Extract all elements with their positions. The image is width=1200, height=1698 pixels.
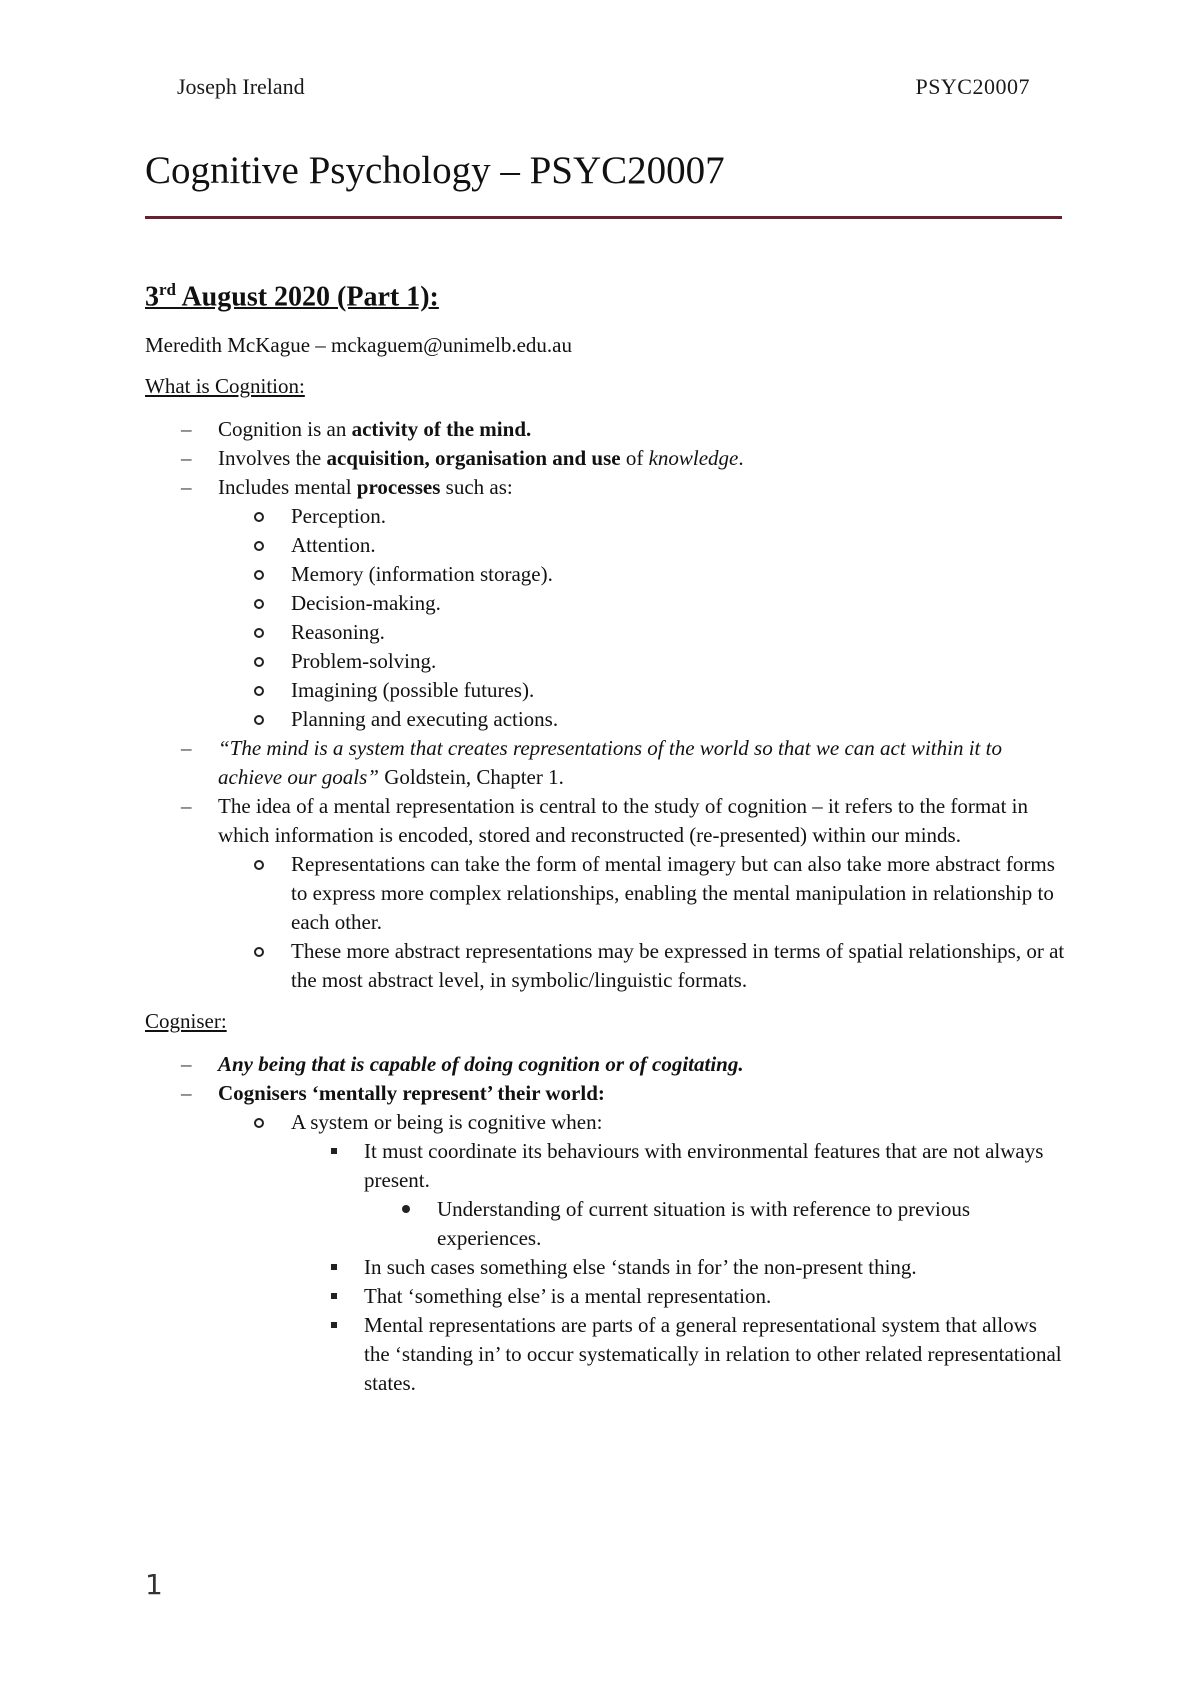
hollow-bullet-icon (254, 1118, 264, 1128)
text: of (620, 446, 649, 471)
date-suffix: rd (159, 280, 176, 299)
list-item (145, 444, 1065, 473)
text: The idea of a mental representation is central to the study of cognition – it refers to the format in which information is encoded, stored and reconstructed (re-presented) within our minds. (218, 794, 1028, 848)
hollow-bullet-icon (254, 599, 264, 609)
italic-text: knowledge (648, 446, 739, 471)
list-item (291, 1137, 1065, 1253)
hollow-bullet-icon (254, 715, 264, 725)
list-item (145, 734, 1065, 792)
document-body (145, 272, 1065, 1398)
date-rest: August 2020 (Part 1): (176, 281, 439, 313)
list-item (218, 937, 1065, 995)
criteria-list (218, 1137, 1065, 1398)
text: . (738, 446, 744, 471)
list-item (291, 1311, 1065, 1398)
text: Perception. (291, 504, 387, 529)
text: Cognition is an (218, 417, 352, 442)
hollow-bullet-icon (254, 686, 264, 696)
section-heading-cognition: What is Cognition: (145, 374, 305, 399)
hollow-bullet-icon (254, 860, 264, 870)
list-item (218, 589, 1065, 618)
list-item (218, 705, 1065, 734)
lecturer-line: Meredith McKague – mckaguem@unimelb.edu.au (145, 333, 572, 358)
text: A system or being is cognitive when: (291, 1110, 603, 1135)
bold-text: processes (356, 475, 441, 500)
list-item (218, 618, 1065, 647)
text: Attention. (291, 533, 376, 558)
date-heading (145, 272, 1065, 315)
list-item (218, 560, 1065, 589)
processes-list (145, 502, 1065, 734)
square-bullet-icon (331, 1264, 337, 1270)
list-item (364, 1195, 1065, 1253)
text: It must coordinate its behaviours with environmental features that are not always present. (364, 1139, 1044, 1193)
list-item (145, 415, 1065, 444)
cogniser-sublist (145, 1108, 1065, 1398)
text: Decision-making. (291, 591, 441, 616)
list-item (218, 1108, 1065, 1398)
bold-text: acquisition, organisation and use (326, 446, 621, 471)
bold-text: activity of the mind. (351, 417, 532, 442)
text: Includes mental (218, 475, 357, 500)
text: That ‘something else’ is a mental representation. (364, 1284, 772, 1309)
hollow-bullet-icon (254, 541, 264, 551)
list-item (145, 1050, 1065, 1079)
list-item (291, 1282, 1065, 1311)
criteria-detail-list (291, 1195, 1065, 1253)
page-number: 1 (145, 1568, 163, 1601)
round-bullet-icon (402, 1205, 410, 1213)
cogniser-list (145, 1050, 1065, 1398)
quote-text: “The mind is a system that creates representations of the world so that we can act within it to achieve our goals” (218, 736, 1002, 790)
text: Understanding of current situation is with reference to previous experiences. (437, 1197, 971, 1251)
text: Problem-solving. (291, 649, 437, 674)
square-bullet-icon (331, 1148, 337, 1154)
list-item (218, 647, 1065, 676)
list-item (218, 531, 1065, 560)
hollow-bullet-icon (254, 947, 264, 957)
document-title: Cognitive Psychology – PSYC20007 (145, 149, 725, 192)
hollow-bullet-icon (254, 512, 264, 522)
header-course-code: PSYC20007 (915, 74, 1030, 99)
list-item (218, 850, 1065, 937)
representation-list (145, 850, 1065, 995)
text: Imagining (possible futures). (291, 678, 535, 703)
title-underline-rule (145, 216, 1062, 219)
header-author: Joseph Ireland (177, 74, 305, 99)
list-item (145, 792, 1065, 995)
bold-text: Cognisers ‘mentally represent’ their world: (218, 1081, 605, 1106)
text: In such cases something else ‘stands in for’ the non-present thing. (364, 1255, 917, 1280)
hollow-bullet-icon (254, 570, 264, 580)
text: Memory (information storage). (291, 562, 553, 587)
hollow-bullet-icon (254, 657, 264, 667)
bold-italic-text: Any being that is capable of doing cognition or of cogitating. (218, 1052, 744, 1077)
text: such as: (440, 475, 513, 500)
text: Involves the (218, 446, 327, 471)
square-bullet-icon (331, 1322, 337, 1328)
text: Representations can take the form of mental imagery but can also take more abstract forms to express more complex relationships, enabling the mental manipulation in relationship to each other. (291, 852, 1055, 935)
text: Reasoning. (291, 620, 385, 645)
list-item (218, 502, 1065, 531)
citation: Goldstein, Chapter 1. (378, 765, 564, 790)
text: Planning and executing actions. (291, 707, 559, 732)
cognition-list (145, 415, 1065, 995)
list-item (291, 1253, 1065, 1282)
hollow-bullet-icon (254, 628, 264, 638)
text: Mental representations are parts of a general representational system that allows the ‘standing in’ to occur systematically in relation to other related representational states. (364, 1313, 1062, 1396)
list-item (145, 1079, 1065, 1398)
date-day: 3 (145, 281, 159, 313)
section-heading-cogniser: Cogniser: (145, 1009, 227, 1034)
text: These more abstract representations may be expressed in terms of spatial relationships, or at the most abstract level, in symbolic/linguistic formats. (291, 939, 1065, 993)
list-item (145, 473, 1065, 734)
list-item (218, 676, 1065, 705)
square-bullet-icon (331, 1293, 337, 1299)
